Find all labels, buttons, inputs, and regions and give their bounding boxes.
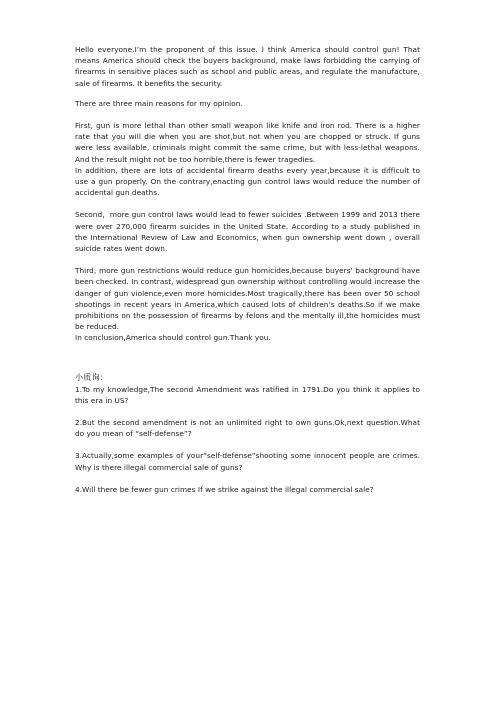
intro-section: [75, 44, 420, 109]
question-4: 4.Will there be fewer gun crimes If we strike against the illegal commercial sale?: [75, 484, 374, 494]
argument-section: [75, 120, 420, 344]
first-reason-paragraph: First, gun is more lethal than other small weapon like knife and iron rod. There is a higher rate that you will die when you are shot,but not when you are chopped or struck. If guns were less available, criminals might commit the same crime, but with less-lethal weapons. And the result might not be too horrible,there is fewer tragedies.: [75, 121, 420, 164]
question-3: 3.Actually,some examples of your“self-defense”shooting some innocent people are crimes. Why is there illegal commercial sale of guns?: [75, 451, 420, 472]
addition-paragraph: In addition, there are lots of accidental firearm deaths every year,because it is difficult to use a gun properly. On the contrary,enacting gun control laws would reduce the number of accidental gun deaths.: [75, 165, 420, 198]
question-2: 2.But the second amendment is not an unlimited right to own guns.Ok,next question.What do you mean of “self-defense”?: [75, 418, 420, 439]
document-body: [75, 44, 420, 495]
conclusion-paragraph: In conclusion,America should control gun.Thank you.: [75, 333, 271, 343]
intro-paragraph: Hello everyone.I’m the proponent of this issue. I think America should control gun! That means America should check the buyers background, make laws forbidding the carrying of firearms in sensitive places such as school and public areas, and regulate the manufacture, sale of firearms. It benefits the security.: [75, 45, 420, 88]
questions-section: [75, 372, 420, 495]
reasons-intro-paragraph: There are three main reasons for my opinion.: [75, 98, 243, 108]
question-1: 1.To my knowledge,The second Amendment was ratified in 1791.Do you think it applies to this era in US?: [75, 384, 420, 405]
questions-heading: 小质询：: [75, 372, 109, 382]
second-reason-paragraph: Second，more gun control laws would lead to fewer suicides .Between 1999 and 2013 there were over 270,000 firearm suicides in the United State. According to a study published in the International Review of Law and Economics, when gun ownership went down , overall suicide rates went down.: [75, 210, 420, 254]
third-reason-paragraph: Third, more gun restrictions would reduce gun homicides,because buyers' background have been checked. In contrast, widespread gun ownership without controlling would increase the danger of gun violence,even more homicides.Most tragically,there has been over 50 school shootings in recent years in America,which caused lots of children’s deaths.So if we make prohibitions on the possession of firearms by felons and the mentally ill,the homicides must be reduced.: [75, 266, 420, 332]
